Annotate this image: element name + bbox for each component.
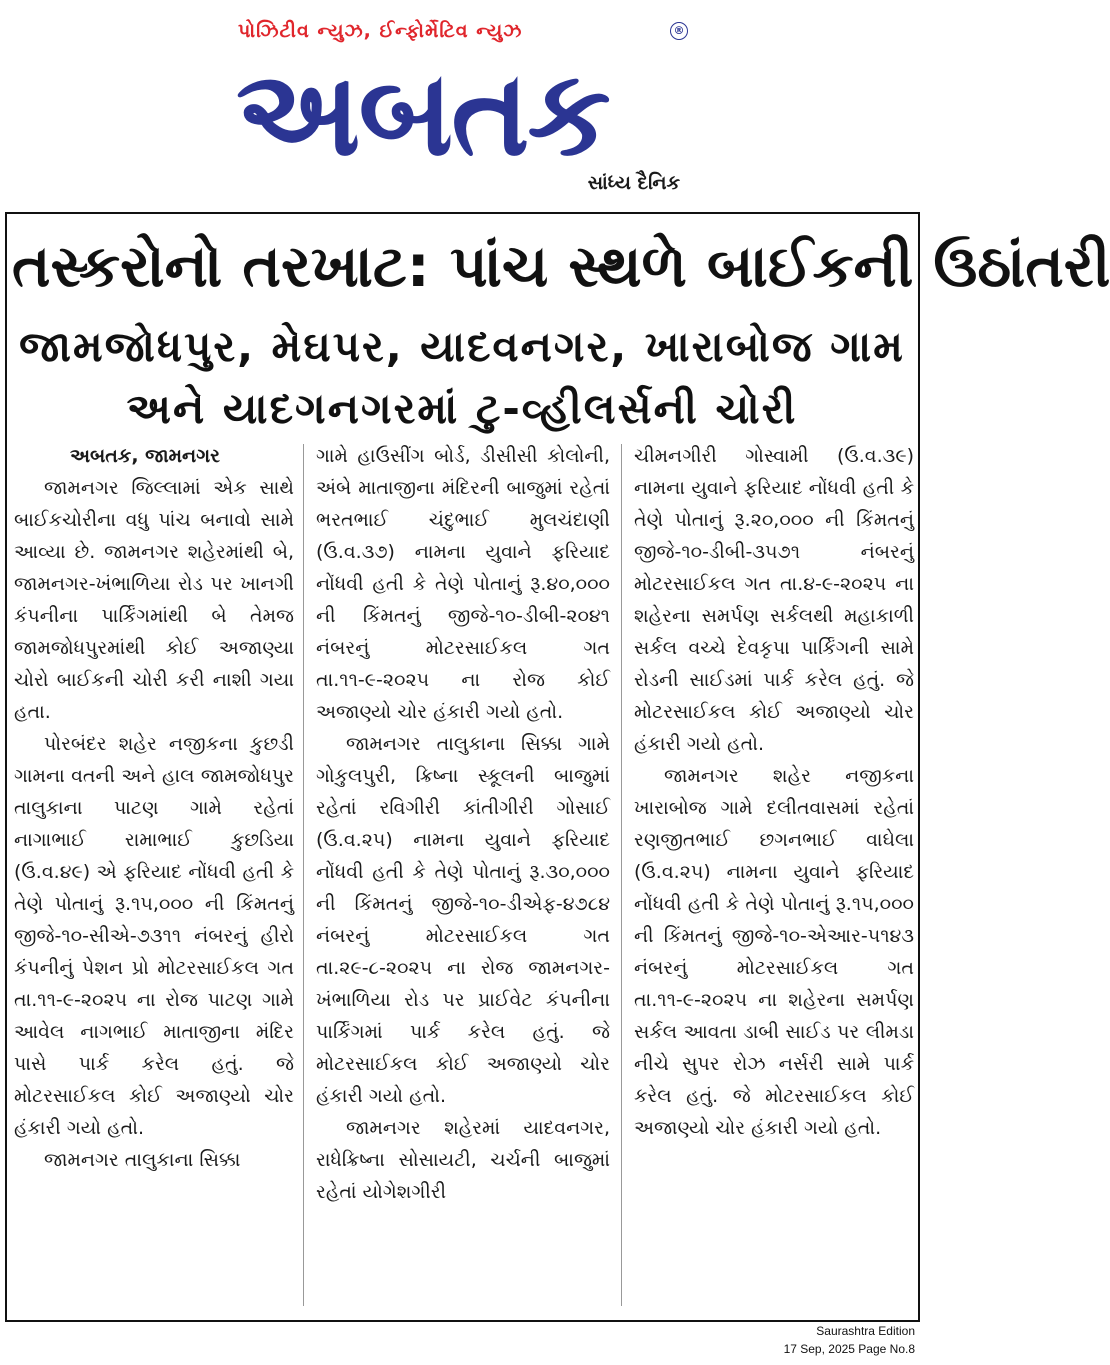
article-dateline: અબતક, જામનગર bbox=[70, 445, 220, 467]
newspaper-logo[interactable] bbox=[236, 44, 686, 182]
article-subheadline-line1: જામજોધપુર, મેઘપર, યાદવનગર, ખારાબોજ ગામ bbox=[19, 322, 905, 371]
registered-mark-icon: ® bbox=[670, 22, 688, 40]
article-paragraph: જામનગર તાલુકાના સિક્કા ગામે ગોકુલપુરી, ક્રિષ્ના સ્કૂલની બાજુમાં રહેતાં રવિગીરી કાંતીગીરી ગોસાઈ (ઉ.વ.૨૫) નામના યુવાને ફરિયાદ નોંધવી હતી કે તેણે પોતાનું રૂ.૩૦,૦૦૦ ની કિંમતનું જીજે-૧૦-ડીએફ-૪૭૮૪ નંબરનું મોટરસાઈકલ ગત તા.૨૯-૮-૨૦૨૫ ના રોજ જામનગર-ખંભાળિયા રોડ પર પ્રાઈવેટ કંપનીના પાર્કિંગમાં પાર્ક કરેલ હતું. જે મોટરસાઈકલ કોઈ અજાણ્યો ચોર હંકારી ગયો હતો. bbox=[316, 733, 610, 1107]
article-column-3 bbox=[634, 440, 914, 1310]
article-paragraph: જામનગર તાલુકાના સિક્કા bbox=[44, 1149, 241, 1171]
masthead bbox=[0, 0, 925, 205]
masthead-subtitle: સાંધ્ય દૈનિક bbox=[587, 172, 680, 194]
logo-wordmark: અબતક bbox=[236, 44, 609, 182]
article-column-1 bbox=[14, 440, 294, 1310]
article-paragraph: ચીમનગીરી ગોસ્વામી (ઉ.વ.૩૯) નામના યુવાને ફરિયાદ નોંધવી હતી કે તેણે પોતાનું રૂ.૨૦,૦૦૦ ની કિંમતનું જીજે-૧૦-ડીબી-૩૫૭૧ નંબરનું મોટરસાઈકલ ગત તા.૪-૯-૨૦૨૫ ના શહેરના સમર્પણ સર્કલથી મહાકાળી સર્કલ વચ્ચે દેવકૃપા પાર્કિંગની સામે રોડની સાઈડમાં પાર્ક કરેલ હતું. જે મોટરસાઈકલ કોઈ અજાણ્યો ચોર હંકારી ગયો હતો. bbox=[634, 445, 914, 755]
column-divider bbox=[303, 444, 304, 1306]
masthead-tagline: પોઝિટીવ ન્યુઝ, ઈન્ફોર્મેટિવ ન્યુઝ bbox=[238, 20, 523, 42]
article-paragraph: પોરબંદર શહેર નજીકના કુછડી ગામના વતની અને હાલ જામજોધપુર તાલુકાના પાટણ ગામે રહેતાં નાગાભાઈ રામાભાઈ કુછડિયા (ઉ.વ.૪૯) એ ફરિયાદ નોંધવી હતી કે તેણે પોતાનું રૂ.૧૫,૦૦૦ ની કિંમતનું જીજે-૧૦-સીએ-૭૩૧૧ નંબરનું હીરો કંપનીનું પેશન પ્રો મોટરસાઈકલ ગત તા.૧૧-૯-૨૦૨૫ ના રોજ પાટણ ગામે આવેલ નાગભાઈ માતાજીના મંદિર પાસે પાર્ક કરેલ હતું. જે મોટરસાઈકલ કોઈ અજાણ્યો ચોર હંકારી ગયો હતો. bbox=[14, 733, 294, 1139]
edition-label: Saurashtra Edition bbox=[816, 1324, 915, 1338]
article-subheadline-line2: અને યાદગનગરમાં ટુ-વ્હીલર્સની ચોરી bbox=[126, 384, 798, 433]
article-paragraph: જામનગર શહેરમાં યાદવનગર, રાધેક્રિષ્ના સોસાયટી, ચર્ચની બાજુમાં રહેતાં યોગેશગીરી bbox=[316, 1117, 610, 1203]
article-paragraph: જામનગર શહેર નજીકના ખારાબોજ ગામે દલીતવાસમાં રહેતાં રણજીતભાઈ છગનભાઈ વાઘેલા (ઉ.વ.૨૫) નામના યુવાને ફરિયાદ નોંધવી હતી કે તેણે પોતાનું રૂ.૧૫,૦૦૦ ની કિંમતનું જીજે-૧૦-એઆર-૫૧૪૩ નંબરનું મોટરસાઈકલ ગત તા.૧૧-૯-૨૦૨૫ ના શહેરના સમર્પણ સર્કલ આવતા ડાબી સાઈડ પર લીમડા નીચે સુપર રોઝ નર્સરી સામે પાર્ક કરેલ હતું. જે મોટરસાઈકલ કોઈ અજાણ્યો ચોર હંકારી ગયો હતો. bbox=[634, 765, 914, 1139]
article-column-2 bbox=[316, 440, 610, 1310]
page-footer bbox=[715, 1322, 915, 1362]
article-paragraph: જામનગર જિલ્લામાં એક સાથે બાઈકચોરીના વધુ પાંચ બનાવો સામે આવ્યા છે. જામનગર શહેરમાંથી બે, જામનગર-ખંભાળિયા રોડ પર ખાનગી કંપનીના પાર્કિંગમાંથી બે તેમજ જામજોધપુરમાંથી કોઈ અજાણ્યા ચોરો બાઈકની ચોરી કરી નાશી ગયા હતા. bbox=[14, 477, 294, 723]
column-divider bbox=[621, 444, 622, 1306]
date-page-label: 17 Sep, 2025 Page No.8 bbox=[783, 1342, 915, 1356]
article-paragraph: ગામે હાઉસીંગ બોર્ડ, ડીસીસી કોલોની, અંબે માતાજીના મંદિરની બાજુમાં રહેતાં ભરતભાઈ ચંદુભાઈ મુલચંદાણી (ઉ.વ.૩૭) નામના યુવાને ફરિયાદ નોંધવી હતી કે તેણે પોતાનું રૂ.૪૦,૦૦૦ ની કિંમતનું જીજે-૧૦-ડીબી-૨૦૪૧ નંબરનું મોટરસાઈકલ ગત તા.૧૧-૯-૨૦૨૫ ના રોજ કોઈ અજાણ્યો ચોર હંકારી ગયો હતો. bbox=[316, 445, 610, 723]
article-headline: તસ્કરોનો તરખાટ: પાંચ સ્થળે બાઈકની ઉઠાંતરી bbox=[12, 232, 1110, 300]
